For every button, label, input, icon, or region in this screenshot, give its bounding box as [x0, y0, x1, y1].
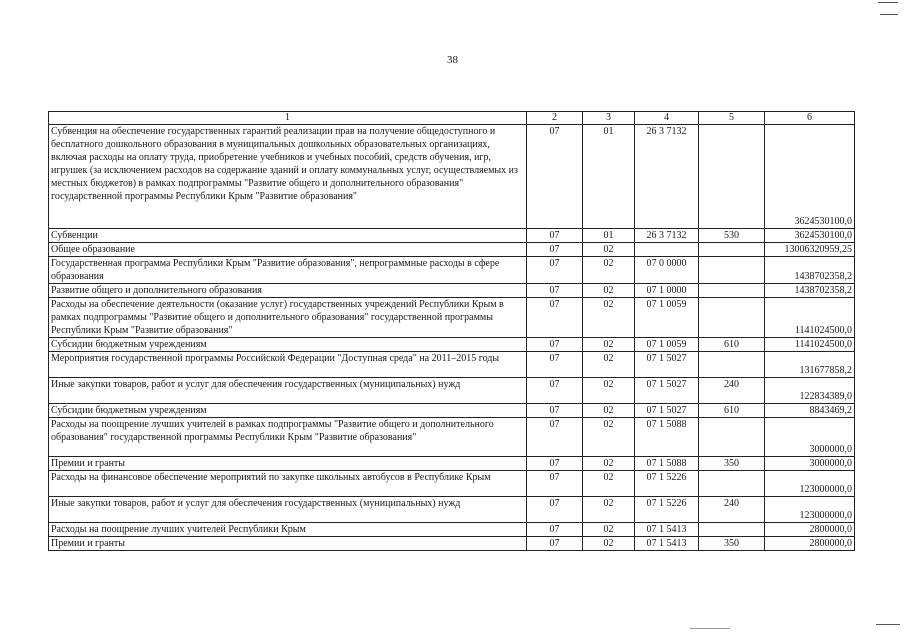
row-section-cell: 07 — [527, 418, 583, 457]
row-expense-type-cell: 350 — [699, 537, 765, 551]
row-target-article-cell: 07 1 5088 — [635, 457, 699, 471]
row-name-cell: Субсидии бюджетным учреждениям — [49, 404, 527, 418]
row-name-cell: Субсидии бюджетным учреждениям — [49, 338, 527, 352]
row-sum-cell: 1141024500,0 — [765, 338, 855, 352]
row-sum-cell: 3624530100,0 — [765, 229, 855, 243]
row-expense-type-cell: 240 — [699, 497, 765, 523]
row-target-article-cell: 07 0 0000 — [635, 257, 699, 284]
row-name-cell: Расходы на поощрение лучших учителей Республики Крым — [49, 523, 527, 537]
row-target-article-cell: 07 1 5088 — [635, 418, 699, 457]
row-name-cell: Расходы на обеспечение деятельности (оказание услуг) государственных учреждений Республики Крым в рамках подпрограммы "Развитие общего и дополнительного образования" государственной программы Республики Крым "Развитие образования" — [49, 298, 527, 338]
scan-mark — [878, 2, 898, 3]
scan-mark — [690, 628, 730, 629]
table-row — [49, 284, 855, 298]
row-sum-cell: 2800000,0 — [765, 523, 855, 537]
row-section-cell: 07 — [527, 471, 583, 497]
table-row — [49, 352, 855, 378]
row-name-cell: Субвенция на обеспечение государственных гарантий реализации прав на получение общедоступного и бесплатного дошкольного образования в муниципальных дошкольных образовательных организациях, включая расходы на оплату труда, приобретение учебников и учебных пособий, средств обучения, игр, игрушек (за исключением расходов на содержание зданий и оплату коммунальных услуг, осуществляемых из местных бюджетов) в рамках подпрограммы "Развитие общего и дополнительного образования" государственной программы Республики Крым "Развитие образования" — [49, 125, 527, 229]
row-sum-cell: 131677858,2 — [765, 352, 855, 378]
row-name-cell: Расходы на поощрение лучших учителей в рамках подпрограммы "Развитие общего и дополнительного образования" государственной программы Республики Крым "Развитие образования" — [49, 418, 527, 457]
row-target-article-cell: 07 1 5226 — [635, 497, 699, 523]
row-expense-type-cell — [699, 257, 765, 284]
table-row — [49, 338, 855, 352]
row-section-cell: 07 — [527, 378, 583, 404]
row-subsection-cell: 02 — [583, 457, 635, 471]
row-subsection-cell: 02 — [583, 378, 635, 404]
row-sum-cell: 3624530100,0 — [765, 125, 855, 229]
column-header: 5 — [699, 112, 765, 125]
row-section-cell: 07 — [527, 537, 583, 551]
row-target-article-cell: 07 1 5027 — [635, 378, 699, 404]
table-row — [49, 378, 855, 404]
row-section-cell: 07 — [527, 338, 583, 352]
row-subsection-cell: 02 — [583, 418, 635, 457]
row-target-article-cell: 26 3 7132 — [635, 229, 699, 243]
row-section-cell: 07 — [527, 243, 583, 257]
row-target-article-cell: 07 1 0000 — [635, 284, 699, 298]
row-subsection-cell: 02 — [583, 404, 635, 418]
row-section-cell: 07 — [527, 457, 583, 471]
row-section-cell: 07 — [527, 125, 583, 229]
table-row — [49, 537, 855, 551]
row-subsection-cell: 02 — [583, 257, 635, 284]
scan-mark — [876, 624, 900, 625]
row-expense-type-cell — [699, 298, 765, 338]
row-target-article-cell: 07 1 5027 — [635, 352, 699, 378]
table-row — [49, 457, 855, 471]
row-name-cell: Развитие общего и дополнительного образования — [49, 284, 527, 298]
row-sum-cell: 8843469,2 — [765, 404, 855, 418]
row-section-cell: 07 — [527, 229, 583, 243]
row-expense-type-cell — [699, 471, 765, 497]
row-section-cell: 07 — [527, 298, 583, 338]
row-name-cell: Общее образование — [49, 243, 527, 257]
row-name-cell: Премии и гранты — [49, 537, 527, 551]
row-name-cell: Государственная программа Республики Крым "Развитие образования", непрограммные расходы в сфере образования — [49, 257, 527, 284]
row-sum-cell: 2800000,0 — [765, 537, 855, 551]
row-name-cell: Расходы на финансовое обеспечение мероприятий по закупке школьных автобусов в Республике Крым — [49, 471, 527, 497]
row-expense-type-cell: 610 — [699, 404, 765, 418]
row-expense-type-cell — [699, 352, 765, 378]
row-subsection-cell: 02 — [583, 284, 635, 298]
table-row — [49, 257, 855, 284]
row-section-cell: 07 — [527, 497, 583, 523]
table-header-row — [49, 112, 855, 125]
row-section-cell: 07 — [527, 523, 583, 537]
column-header: 2 — [527, 112, 583, 125]
row-expense-type-cell — [699, 125, 765, 229]
row-name-cell: Премии и гранты — [49, 457, 527, 471]
column-header: 6 — [765, 112, 855, 125]
row-section-cell: 07 — [527, 352, 583, 378]
column-header: 1 — [49, 112, 527, 125]
row-subsection-cell: 01 — [583, 125, 635, 229]
row-target-article-cell: 07 1 5413 — [635, 523, 699, 537]
row-expense-type-cell: 530 — [699, 229, 765, 243]
row-subsection-cell: 02 — [583, 338, 635, 352]
row-sum-cell: 3000000,0 — [765, 457, 855, 471]
row-section-cell: 07 — [527, 404, 583, 418]
row-subsection-cell: 02 — [583, 497, 635, 523]
row-sum-cell: 13006320959,25 — [765, 243, 855, 257]
row-sum-cell: 1438702358,2 — [765, 284, 855, 298]
row-subsection-cell: 02 — [583, 471, 635, 497]
column-header: 4 — [635, 112, 699, 125]
table-row — [49, 523, 855, 537]
row-name-cell: Субвенции — [49, 229, 527, 243]
row-subsection-cell: 02 — [583, 537, 635, 551]
row-expense-type-cell — [699, 418, 765, 457]
table-row — [49, 243, 855, 257]
table-row — [49, 471, 855, 497]
row-name-cell: Иные закупки товаров, работ и услуг для обеспечения государственных (муниципальных) нужд — [49, 378, 527, 404]
row-subsection-cell: 02 — [583, 298, 635, 338]
table-row — [49, 298, 855, 338]
row-sum-cell: 1438702358,2 — [765, 257, 855, 284]
row-target-article-cell: 07 1 5027 — [635, 404, 699, 418]
row-sum-cell: 3000000,0 — [765, 418, 855, 457]
row-target-article-cell: 07 1 5226 — [635, 471, 699, 497]
row-subsection-cell: 01 — [583, 229, 635, 243]
budget-table — [48, 111, 855, 551]
row-target-article-cell: 07 1 0059 — [635, 298, 699, 338]
table-row — [49, 229, 855, 243]
table-row — [49, 125, 855, 229]
row-subsection-cell: 02 — [583, 352, 635, 378]
table-row — [49, 418, 855, 457]
row-sum-cell: 1141024500,0 — [765, 298, 855, 338]
row-target-article-cell: 07 1 5413 — [635, 537, 699, 551]
row-section-cell: 07 — [527, 284, 583, 298]
row-subsection-cell: 02 — [583, 523, 635, 537]
row-sum-cell: 123000000,0 — [765, 497, 855, 523]
table-row — [49, 404, 855, 418]
row-expense-type-cell: 350 — [699, 457, 765, 471]
row-expense-type-cell: 610 — [699, 338, 765, 352]
row-target-article-cell: 07 1 0059 — [635, 338, 699, 352]
scan-mark — [880, 14, 898, 15]
row-sum-cell: 122834389,0 — [765, 378, 855, 404]
row-expense-type-cell — [699, 523, 765, 537]
row-name-cell: Мероприятия государственной программы Российской Федерации "Доступная среда" на 2011–2015 годы — [49, 352, 527, 378]
row-expense-type-cell: 240 — [699, 378, 765, 404]
row-expense-type-cell — [699, 284, 765, 298]
column-header: 3 — [583, 112, 635, 125]
row-target-article-cell — [635, 243, 699, 257]
row-section-cell: 07 — [527, 257, 583, 284]
row-sum-cell: 123000000,0 — [765, 471, 855, 497]
table-row — [49, 497, 855, 523]
page-number: 38 — [447, 54, 458, 66]
row-target-article-cell: 26 3 7132 — [635, 125, 699, 229]
row-name-cell: Иные закупки товаров, работ и услуг для обеспечения государственных (муниципальных) нужд — [49, 497, 527, 523]
row-subsection-cell: 02 — [583, 243, 635, 257]
row-expense-type-cell — [699, 243, 765, 257]
